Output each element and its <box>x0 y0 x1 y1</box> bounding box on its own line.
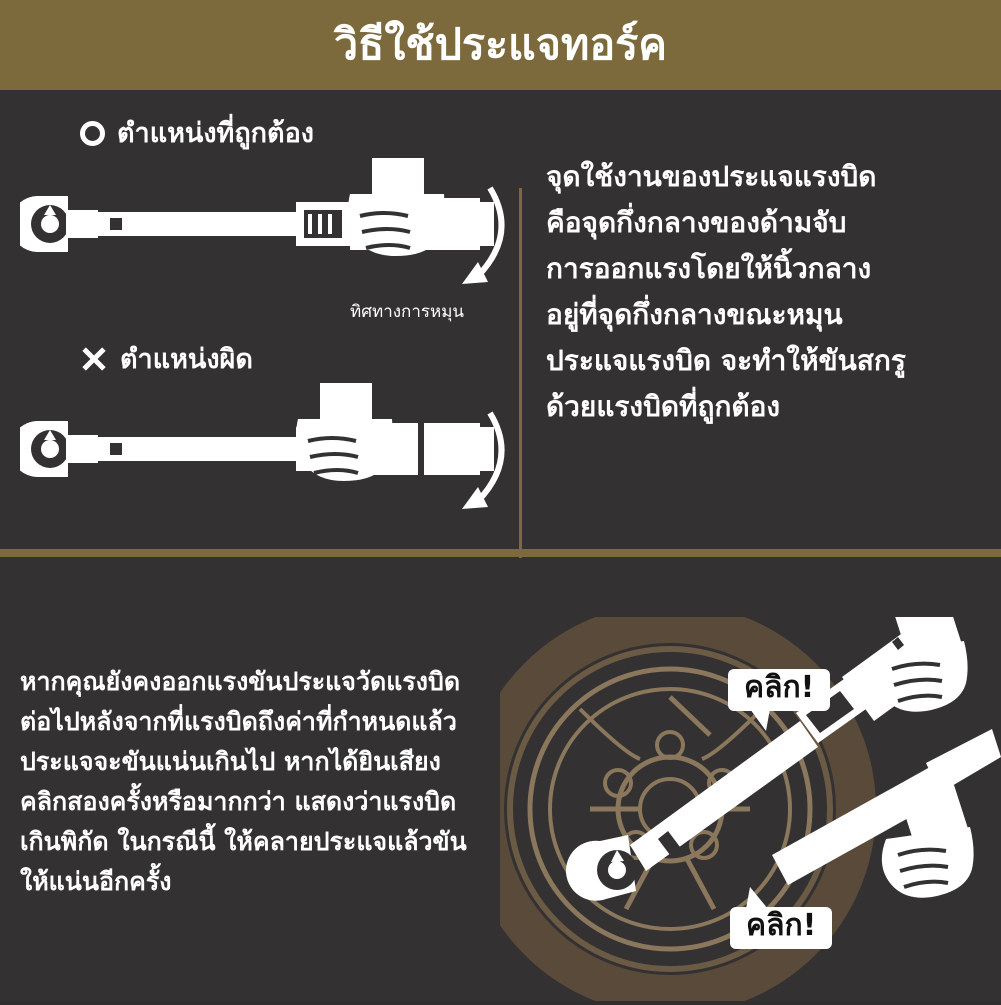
click-bubble: คลิก! <box>730 907 832 949</box>
top-description-line: ด้วยแรงบิดที่ถูกต้อง <box>546 390 781 424</box>
bottom-section <box>0 557 1001 1001</box>
bottom-description-line: หากคุณยังคงออกแรงขันประแจวัดแรงบิด <box>20 667 461 696</box>
top-description-line: จุดใช้งานของประแจแรงบิด <box>546 160 877 193</box>
top-description-line: ประแจแรงบิด จะทำให้ขันสกรู <box>546 344 906 378</box>
wheel-and-wrench-illustration <box>500 617 1001 1001</box>
wrong-position-illustration <box>0 345 520 565</box>
circle-icon <box>80 121 105 146</box>
click-bubble: คลิก! <box>728 669 830 711</box>
torque-wrench-with-hand-icon <box>20 383 520 563</box>
correct-position-illustration <box>0 120 520 340</box>
correct-position-label: ตำแหน่งที่ถูกต้อง <box>117 118 314 149</box>
bottom-description-line: คลิกสองครั้งหรือมากกว่า แสดงว่าแรงบิด <box>20 787 457 816</box>
header-bar <box>0 0 1001 90</box>
cross-icon <box>80 345 108 373</box>
wrong-position-label: ตำแหน่งผิด <box>120 343 253 375</box>
bottom-description-line: ต่อไปหลังจากที่แรงบิดถึงค่าที่กำหนดแล้ว <box>20 707 457 736</box>
rotation-direction-label: ทิศทางการหมุน <box>350 302 465 322</box>
top-description <box>546 160 976 436</box>
bottom-description <box>20 667 520 907</box>
bottom-description-line: เกินพิกัด ในกรณีนี้ ให้คลายประแจแล้วขัน <box>20 827 467 856</box>
top-description-line: การออกแรงโดยให้นิ้วกลาง <box>546 252 872 286</box>
bottom-description-line: ประแจจะขันแน่นเกินไป หากได้ยินเสียง <box>20 747 441 776</box>
top-description-line: คือจุดกึ่งกลางของด้ามจับ <box>546 206 847 240</box>
top-description-line: อยู่ที่จุดกึ่งกลางขณะหมุน <box>546 298 843 332</box>
bottom-description-line: ให้แน่นอีกครั้ง <box>20 867 172 896</box>
top-section <box>0 90 1001 549</box>
section-divider <box>0 549 1001 557</box>
page-title: วิธีใช้ประแจทอร์ค <box>334 19 667 70</box>
correct-label-row <box>80 120 314 147</box>
wrong-label-row <box>80 345 253 373</box>
